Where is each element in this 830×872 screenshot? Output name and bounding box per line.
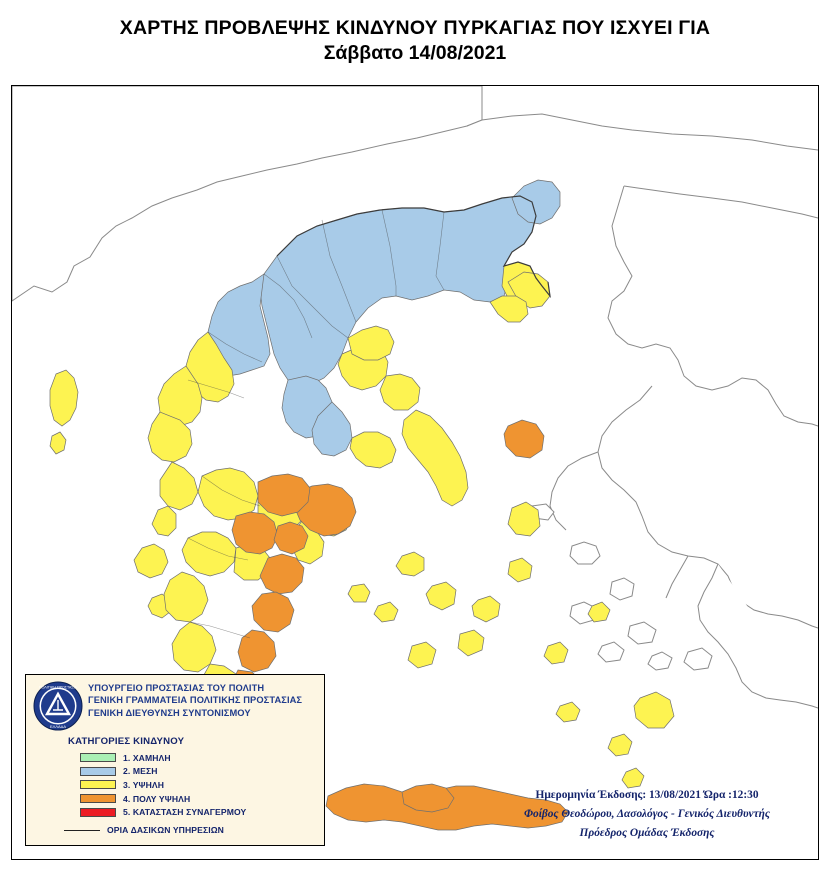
civil-protection-emblem-icon: [33, 681, 83, 731]
legend-header: [26, 675, 324, 733]
signer-name: Φοίβος Θεοδώρου, Δασολόγος - Γενικός Διευθυντής: [524, 808, 770, 820]
legend-label-very-high: 4. ΠΟΛΥ ΥΨΗΛΗ: [123, 793, 191, 804]
legend-label-boundary: ΟΡΙΑ ΔΑΣΙΚΩΝ ΥΠΗΡΕΣΙΩΝ: [107, 825, 224, 835]
title-line-2: Σάββατο 14/08/2021: [323, 42, 507, 64]
swatch-high-icon: [80, 780, 116, 789]
swatch-low-icon: [80, 753, 116, 762]
map-canvas[interactable]: [11, 85, 819, 860]
signer-role: Πρόεδρος Ομάδας Έκδοσης: [579, 827, 715, 839]
legend-label-alarm: 5. ΚΑΤΑΣΤΑΣΗ ΣΥΝΑΓΕΡΜΟΥ: [123, 807, 247, 818]
page-title: [0, 16, 830, 66]
title-line-1: ΧΑΡΤΗΣ ΠΡΟΒΛΕΨΗΣ ΚΙΝΔΥΝΟΥ ΠΥΡΚΑΓΙΑΣ ΠΟΥ ΙΣΧΥΕΙ ΓΙΑ: [119, 17, 711, 39]
legend-row-low: [80, 751, 320, 765]
issue-date-time: Ημερομηνία Έκδοσης: 13/08/2021 Ώρα :12:30: [535, 789, 759, 801]
legend-box: [25, 674, 325, 846]
boundary-line-icon: [64, 830, 100, 831]
legend-row-boundary: [64, 825, 224, 835]
legend-label-medium: 2. ΜΕΣΗ: [123, 766, 158, 777]
swatch-alarm-icon: [80, 808, 116, 817]
legend-row-medium: [80, 765, 320, 779]
legend-row-alarm: [80, 805, 320, 819]
authority-line-1: ΥΠΟΥΡΓΕΙΟ ΠΡΟΣΤΑΣΙΑΣ ΤΟΥ ΠΟΛΙΤΗ: [88, 683, 265, 693]
legend-row-very-high: [80, 792, 320, 806]
svg-text:ΠΟΛΙΤΙΚΗ ΠΡΟΣΤΑΣΙΑ: ΠΟΛΙΤΙΚΗ ΠΡΟΣΤΑΣΙΑ: [39, 685, 77, 690]
legend-title: ΚΑΤΗΓΟΡΙΕΣ ΚΙΝΔΥΝΟΥ: [68, 736, 185, 747]
authority-line-3: ΓΕΝΙΚΗ ΔΙΕΥΘΥΝΣΗ ΣΥΝΤΟΝΙΣΜΟΥ: [88, 707, 251, 718]
legend-label-low: 1. ΧΑΜΗΛΗ: [123, 752, 171, 763]
legend-row-high: [80, 778, 320, 792]
legend-categories: [80, 751, 320, 819]
issue-info: [482, 786, 812, 843]
svg-text:ΕΛΛΑΔΑ: ΕΛΛΑΔΑ: [49, 724, 67, 729]
legend-authority: [88, 682, 302, 719]
swatch-medium-icon: [80, 767, 116, 776]
legend-label-high: 3. ΥΨΗΛΗ: [123, 779, 165, 790]
swatch-very-high-icon: [80, 794, 116, 803]
authority-line-2: ΓΕΝΙΚΗ ΓΡΑΜΜΑΤΕΙΑ ΠΟΛΙΤΙΚΗΣ ΠΡΟΣΤΑΣΙΑΣ: [88, 695, 303, 706]
